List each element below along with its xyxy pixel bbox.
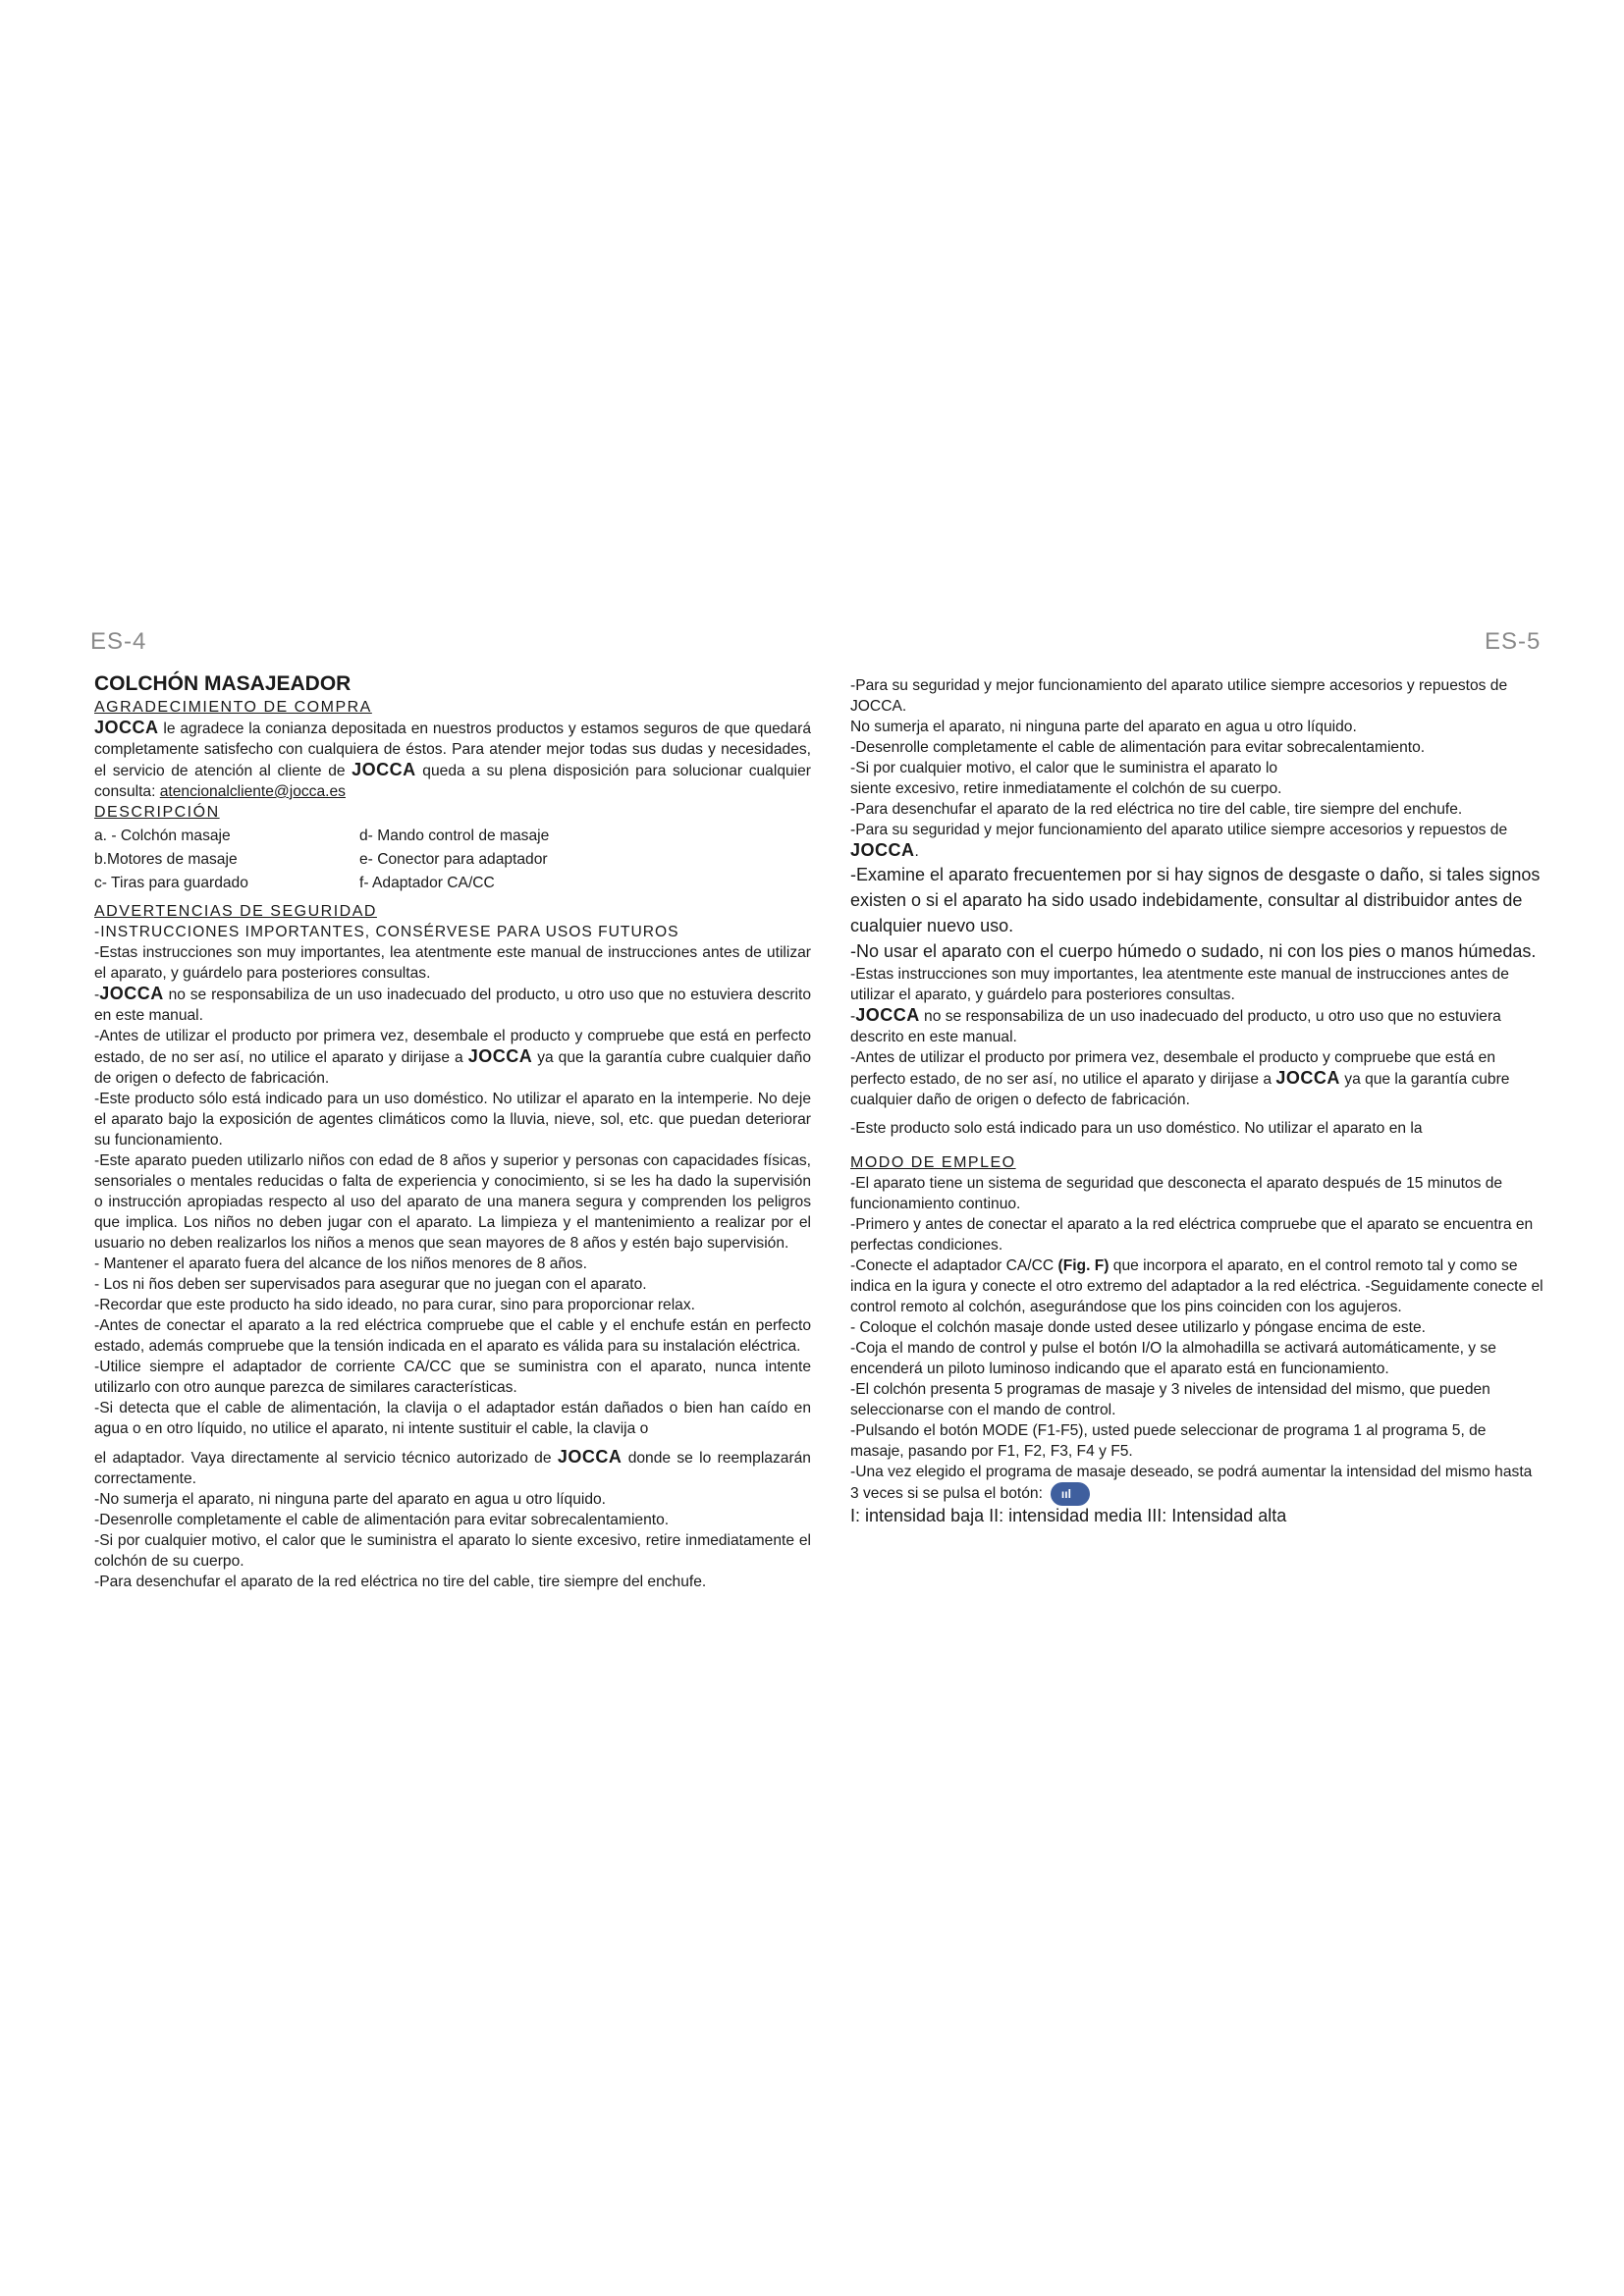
paragraph: -Este aparato pueden utilizarlo niños con edad de 8 años y superior y personas con capacidades físicas, sensoriales o mentales reducidas o falta de experiencia y conocimiento, si se les ha dado la supervisión o instrucción apropiadas respecto al uso del aparato de una manera segura y comprenden los peligros que implica. Los niños no deben jugar con el aparato. La limpieza y el mantenimiento a realizar por el usuario no deben realizarlos los niños a menos que sean mayores de 8 años y estén bajo supervisión.	[94, 1152, 811, 1252]
paragraph: -Este producto sólo está indicado para un uso doméstico. No utilizar el aparato en la intemperie. No deje el aparato bajo la exposición de agentes climáticos como la lluvia, nieve, sol, etc. que puedan deteriorar su funcionamiento.	[94, 1091, 811, 1148]
list-item: a. - Colchón masaje	[94, 828, 231, 844]
list-item: e- Conector para adaptador	[359, 851, 548, 868]
paragraph: -Antes de utilizar el producto por primera vez, desembale el producto y compruebe que está en perfecto estado, de no ser así, no utilice el aparato y dirijase a JOCCA ya que la garantía cubre cualquier daño de origen o defecto de fabricación.	[850, 1049, 1510, 1108]
paragraph: el adaptador. Vaya directamente al servicio técnico autorizado de JOCCA donde se lo reemplazarán correctamente.	[94, 1447, 811, 1487]
brand-name: JOCCA	[850, 840, 915, 860]
paragraph: No sumerja el aparato, ni ninguna parte del aparato en agua u otro líquido.	[850, 719, 1357, 735]
paragraph: -Pulsando el botón MODE (F1-F5), usted puede seleccionar de programa 1 al programa 5, de masaje, pasando por F1, F2, F3, F4 y F5.	[850, 1422, 1487, 1460]
paragraph: -No sumerja el aparato, ni ninguna parte del aparato en agua u otro líquido.	[94, 1491, 607, 1508]
paragraph: - Mantener el aparato fuera del alcance de los niños menores de 8 años.	[94, 1255, 587, 1272]
paragraph: -No usar el aparato con el cuerpo húmedo o sudado, ni con los pies o manos húmedas.	[850, 941, 1537, 961]
paragraph: -Primero y antes de conectar el aparato a la red eléctrica compruebe que el aparato se encuentra en perfectas condiciones.	[850, 1216, 1534, 1254]
paragraph: -Antes de utilizar el producto por primera vez, desembale el producto y compruebe que está en perfecto estado, de no ser así, no utilice el aparato y dirijase a JOCCA ya que la garantía cubre cualquier daño de origen o defecto de fabricación.	[94, 1028, 811, 1087]
brand-name: JOCCA	[1275, 1068, 1340, 1088]
safety-subheading: -INSTRUCCIONES IMPORTANTES, CONSÉRVESE PARA USOS FUTUROS	[94, 924, 679, 940]
intensity-button-icon	[1051, 1482, 1090, 1506]
paragraph: - Coloque el colchón masaje donde usted desee utilizarlo y póngase encima de este.	[850, 1319, 1426, 1336]
paragraph: -Para desenchufar el aparato de la red eléctrica no tire del cable, tire siempre del enchufe.	[850, 801, 1463, 818]
paragraph: -Para desenchufar el aparato de la red eléctrica no tire del cable, tire siempre del enchufe.	[94, 1574, 707, 1590]
list-item: d- Mando control de masaje	[359, 828, 550, 844]
brand-name: JOCCA	[352, 760, 416, 779]
support-email[interactable]: atencionalcliente@jocca.es	[159, 783, 346, 800]
paragraph: -Si por cualquier motivo, el calor que le suministra el aparato lo siente excesivo, retire inmediatamente el colchón de su cuerpo.	[94, 1532, 811, 1570]
paragraph: -Este producto solo está indicado para un uso doméstico. No utilizar el aparato en la	[850, 1120, 1423, 1137]
paragraph: -JOCCA no se responsabiliza de un uso inadecuado del producto, u otro uso que no estuviera descrito en este manual.	[850, 1005, 1501, 1045]
paragraph: - Los ni ños deben ser supervisados para asegurar que no juegan con el aparato.	[94, 1276, 647, 1293]
paragraph: -El aparato tiene un sistema de seguridad que desconecta el aparato después de 15 minutos de funcionamiento continuo.	[850, 1175, 1503, 1212]
right-column	[850, 675, 1543, 1526]
paragraph: -Si detecta que el cable de alimentación, la clavija o el adaptador están dañados o bien han caído en agua o en otro líquido, no utilice el aparato, ni intente sustituir el cable, la clavija o	[94, 1400, 811, 1437]
list-item: b.Motores de masaje	[94, 851, 238, 868]
paragraph: -JOCCA no se responsabiliza de un uso inadecuado del producto, u otro uso que no estuviera descrito en este manual.	[94, 984, 811, 1024]
paragraph: -Recordar que este producto ha sido ideado, no para curar, sino para proporcionar relax.	[94, 1297, 695, 1313]
usage-heading: MODO DE EMPLEO	[850, 1154, 1016, 1171]
brand-name: JOCCA	[557, 1447, 623, 1467]
left-column	[94, 671, 811, 1592]
intensity-levels: I: intensidad baja II: intensidad media III: Intensidad alta	[850, 1506, 1287, 1525]
paragraph: siente excesivo, retire inmediatamente el colchón de su cuerpo.	[850, 780, 1282, 797]
list-item: f- Adaptador CA/CC	[359, 875, 495, 891]
paragraph: -Para su seguridad y mejor funcionamiento del aparato utilice siempre accesorios y repuestos de JOCCA.	[850, 822, 1508, 860]
paragraph: -Estas instrucciones son muy importantes, lea atentmente este manual de instrucciones antes de utilizar el aparato, y guárdelo para posteriores consultas.	[94, 944, 811, 982]
thanks-heading: AGRADECIMIENTO DE COMPRA	[94, 699, 372, 716]
description-heading: DESCRIPCIÓN	[94, 804, 220, 821]
paragraph: -Una vez elegido el programa de masaje deseado, se podrá aumentar la intensidad del mismo hasta 3 veces si se pulsa el botón:ııl	[850, 1462, 1543, 1506]
page-number-right: ES-5	[1485, 628, 1542, 655]
brand-name: JOCCA	[855, 1005, 920, 1025]
description-list	[94, 825, 811, 895]
paragraph: -Utilice siempre el adaptador de corriente CA/CC que se suministra con el aparato, nunca intente utilizarlo con otro aunque parezca de similares características.	[94, 1359, 811, 1396]
document-title: COLCHÓN MASAJEADOR	[94, 672, 352, 695]
brand-name: JOCCA	[467, 1046, 533, 1066]
page-number-left: ES-4	[90, 628, 147, 655]
paragraph: -Si por cualquier motivo, el calor que le suministra el aparato lo	[850, 760, 1278, 776]
list-item: c- Tiras para guardado	[94, 875, 248, 891]
paragraph: -Antes de conectar el aparato a la red eléctrica compruebe que el cable y el enchufe están en perfecto estado, además compruebe que la tensión indicada en el aparato es válida para su instalación eléctrica.	[94, 1317, 811, 1355]
paragraph: -Conecte el adaptador CA/CC (Fig. F) que incorpora el aparato, en el control remoto tal y como se indica en la igura y conecte el otro extremo del adaptador a la red eléctrica. -Seguidamente conecte el control remoto al colchón, asegurándose que los pins coinciden con los agujeros.	[850, 1257, 1543, 1315]
paragraph: -Desenrolle completamente el cable de alimentación para evitar sobrecalentamiento.	[850, 739, 1426, 756]
paragraph: -Estas instrucciones son muy importantes, lea atentmente este manual de instrucciones antes de utilizar el aparato, y guárdelo para posteriores consultas.	[850, 966, 1509, 1003]
figure-reference: (Fig. F)	[1057, 1257, 1110, 1274]
thanks-paragraph: JOCCA le agradece la conianza depositada en nuestros productos y estamos seguros de que quedará completamente satisfecho con cualquiera de éstos. Para atender mejor todas sus dudas y necesidades, el servicio de atención al cliente de JOCCA queda a su plena disposición para solucionar cualquier consulta: atencionalcliente@jocca.es	[94, 718, 811, 800]
brand-name: JOCCA	[94, 718, 159, 737]
paragraph: -Coja el mando de control y pulse el botón I/O la almohadilla se activará automáticamente, y se encenderá un piloto luminoso indicando que el aparato está en funcionamiento.	[850, 1340, 1496, 1377]
paragraph: -Examine el aparato frecuentemen por si hay signos de desgaste o daño, si tales signos existen o si el aparato ha sido usado indebidamente, consultar al distribuidor antes de cualquier nuevo uso.	[850, 865, 1541, 935]
paragraph: -El colchón presenta 5 programas de masaje y 3 niveles de intensidad del mismo, que pueden seleccionarse con el mando de control.	[850, 1381, 1490, 1418]
paragraph: -Desenrolle completamente el cable de alimentación para evitar sobrecalentamiento.	[94, 1512, 670, 1528]
safety-heading: ADVERTENCIAS DE SEGURIDAD	[94, 903, 377, 920]
paragraph: -Para su seguridad y mejor funcionamiento del aparato utilice siempre accesorios y repuestos de JOCCA.	[850, 677, 1508, 715]
brand-name: JOCCA	[99, 984, 164, 1003]
